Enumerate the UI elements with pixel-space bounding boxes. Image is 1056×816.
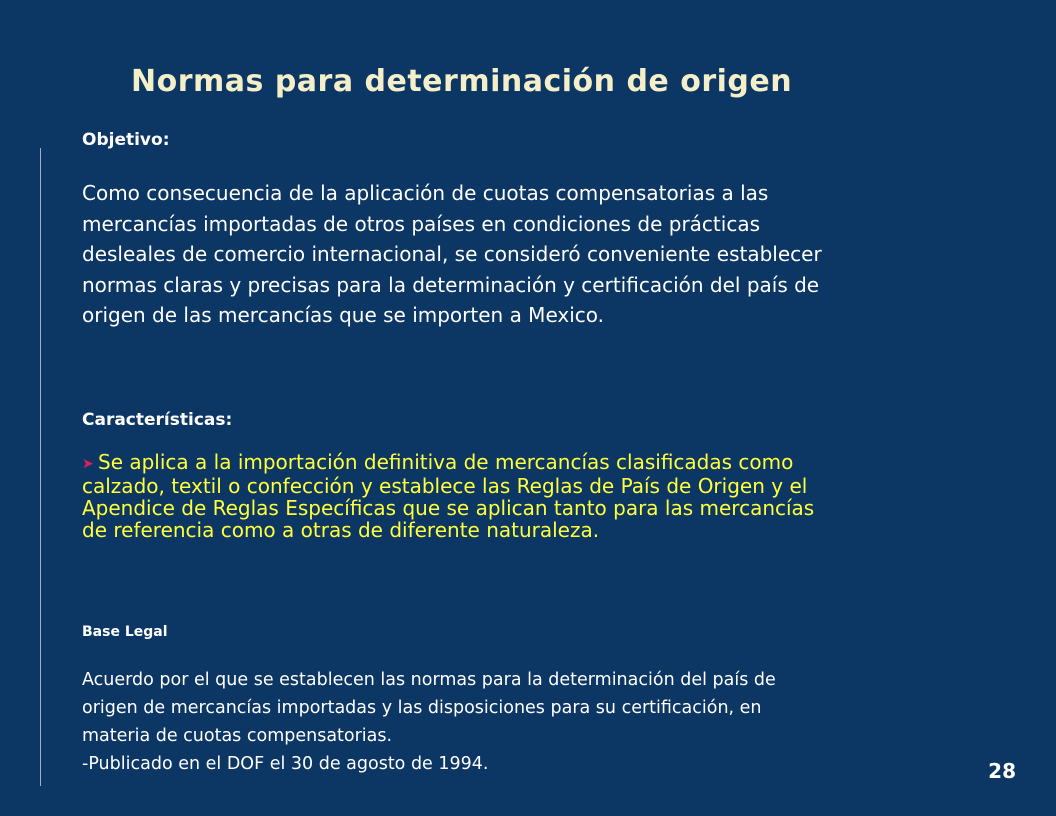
base-legal-line: Acuerdo por el que se establecen las normas para la determinación del país de [82,670,776,690]
objetivo-line: origen de las mercancías que se importen a Mexico. [82,303,605,327]
objetivo-heading: Objetivo: [82,130,170,150]
base-legal-heading: Base Legal [82,624,168,640]
bullet-line: Apendice de Reglas Específicas que se aplican tanto para las mercancías [82,496,815,520]
objetivo-line: normas claras y precisas para la determinación y certificación del país de [82,272,820,297]
page-number: 28 [988,759,1016,783]
bullet-line: de referencia como a otras de diferente naturaleza. [82,518,600,542]
base-legal-line: materia de cuotas compensatorias. [82,726,393,746]
bullet-line: calzado, textil o confección y establece las Reglas de País de Origen y el [82,474,808,498]
caracteristicas-heading: Características: [82,410,233,430]
bullet-line-text: Se aplica a la importación definitiva de mercancías clasificadas como [98,450,794,474]
slide-title: Normas para determinación de origen [131,64,793,99]
base-legal-line: origen de mercancías importadas y las disposiciones para su certificación, en [82,698,762,718]
left-vertical-rule [40,148,41,786]
bullet-line [82,451,962,475]
base-legal-line: -Publicado en el DOF el 30 de agosto de 1994. [82,754,489,774]
base-legal-paragraph [82,666,962,778]
objetivo-line: Como consecuencia de la aplicación de cuotas compensatorias a las [82,181,769,205]
objetivo-line: desleales de comercio internacional, se consideró conveniente establecer [82,242,822,266]
arrow-right-icon: ➤ [82,456,94,472]
caracteristicas-bullet [82,451,962,541]
objetivo-paragraph [82,178,982,331]
objetivo-line: mercancías importadas de otros países en condiciones de prácticas [82,211,760,236]
